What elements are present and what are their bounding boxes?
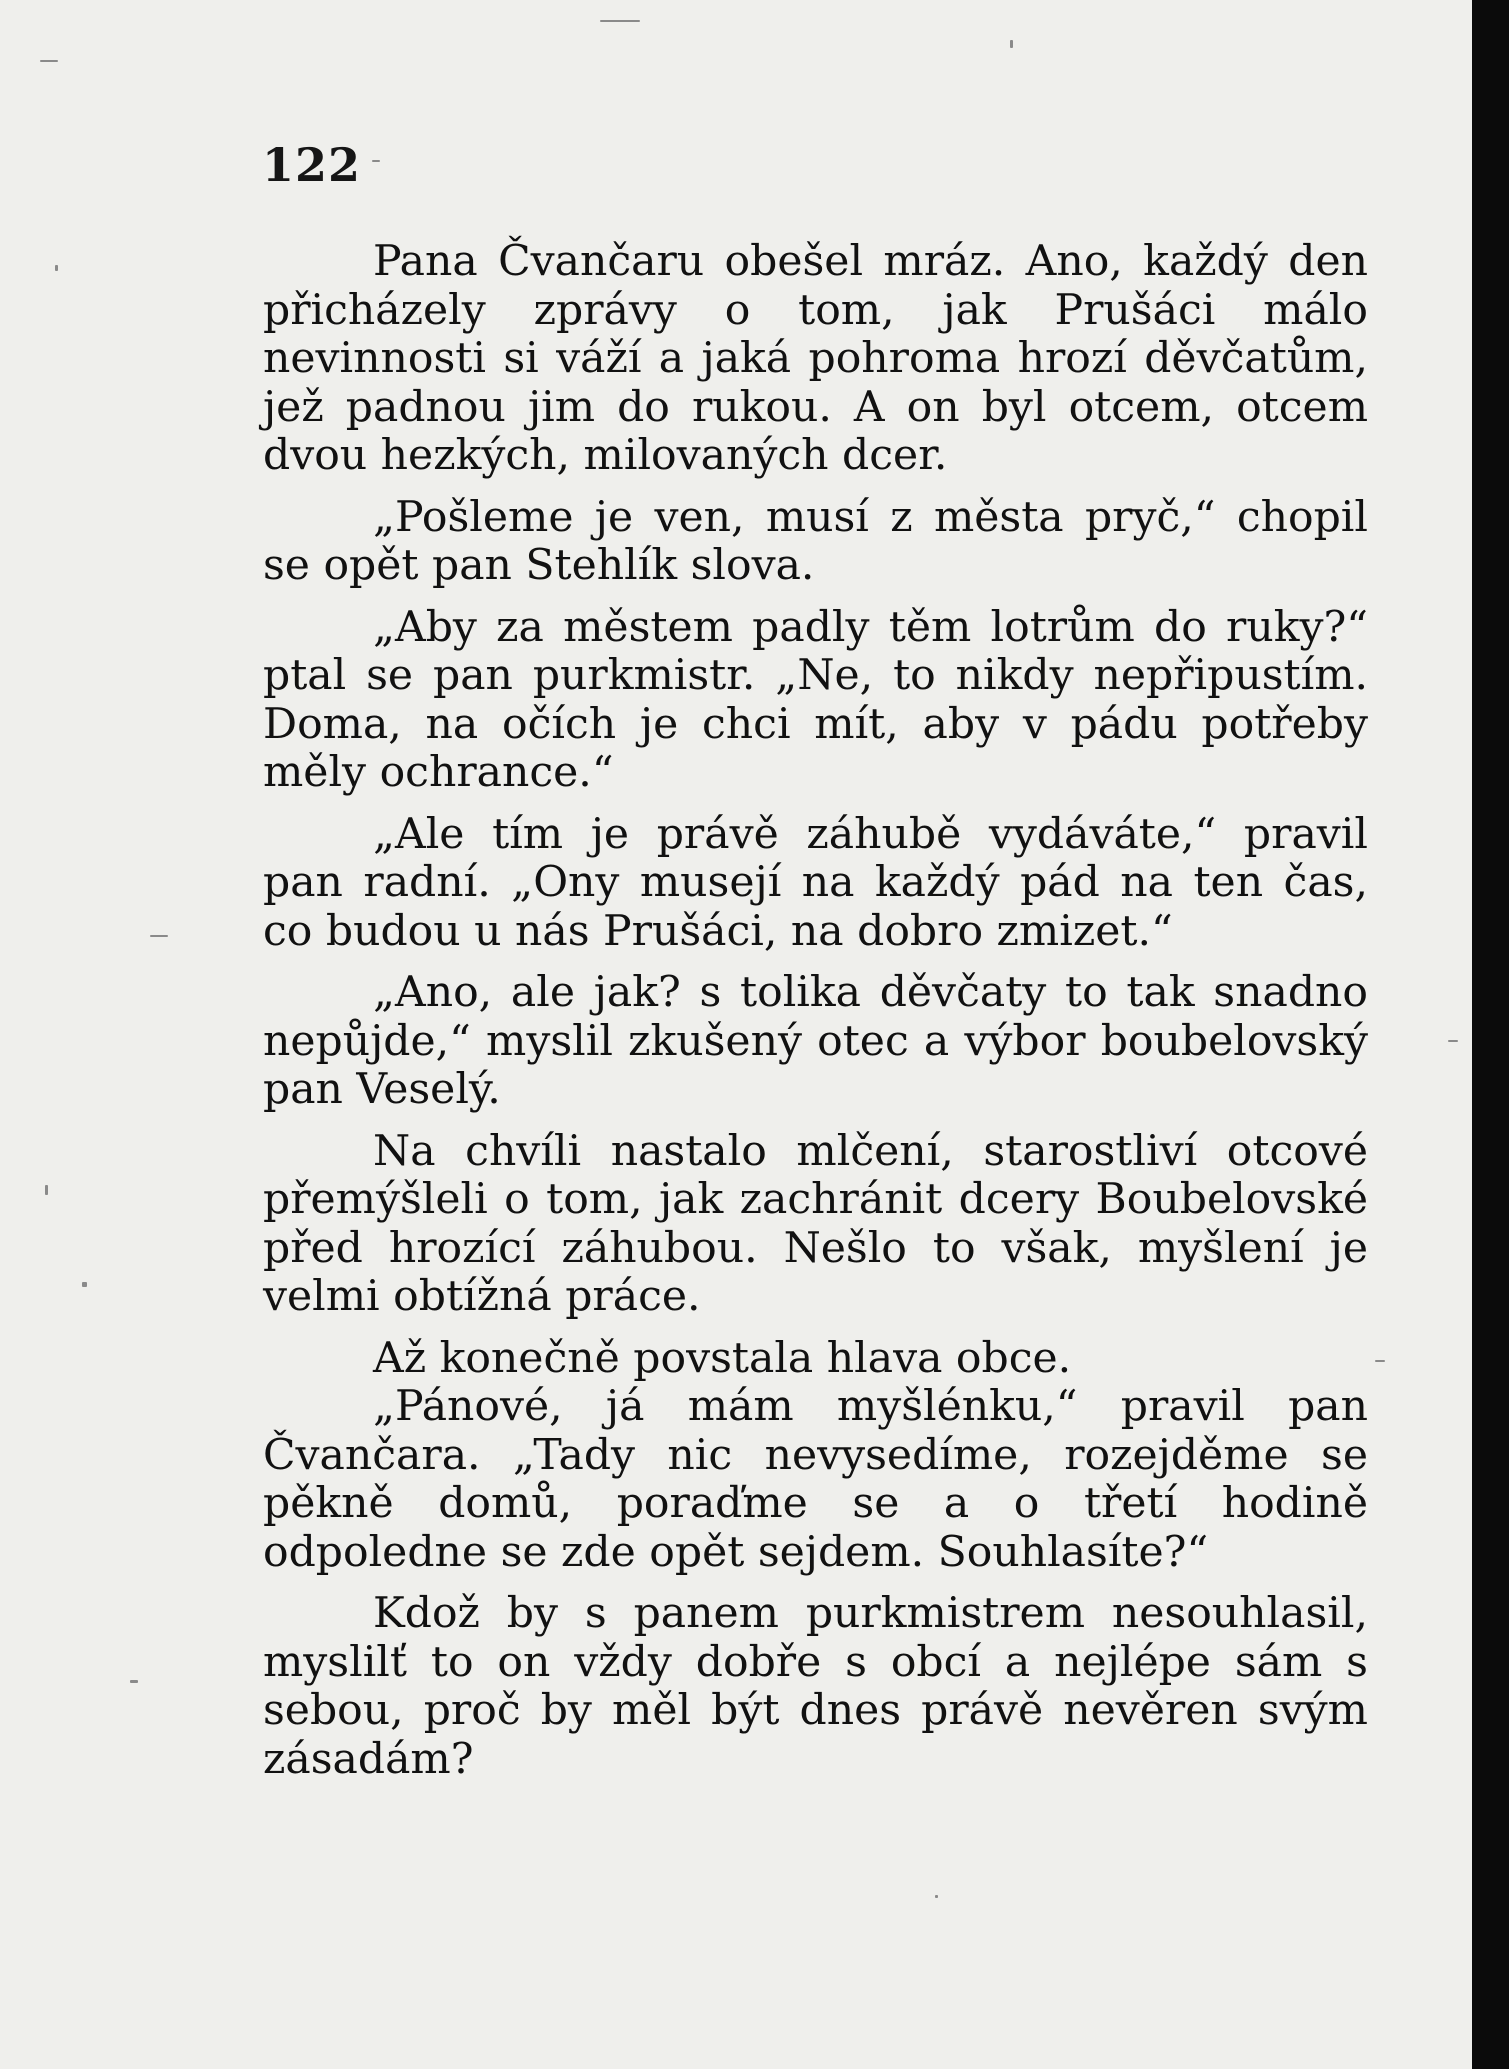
paper-speck (55, 265, 58, 271)
paragraph: „Pánové, já mám myšlénku,“ pravil pan Čvančara. „Tady nic nevysedíme, rozejděme se pěkně domů, poraďme se a o třetí hodině odpoledne se zde opět sejdem. Souhlasíte?“ (263, 1382, 1368, 1577)
paper-speck (130, 1680, 138, 1683)
paragraph: „Pošleme je ven, musí z města pryč,“ chopil se opět pan Stehlík slova. (263, 492, 1368, 590)
page-number: 122 (262, 138, 362, 192)
paper-speck (1375, 1360, 1385, 1362)
paragraph: „Ale tím je právě záhubě vydáváte,“ pravil pan radní. „Ony musejí na každý pád na ten čas, co budou u nás Prušáci, na dobro zmizet.“ (263, 809, 1368, 956)
paragraph: Kdož by s panem purkmistrem nesouhlasil, myslilť to on vždy dobře s obcí a nejlépe sám s sebou, proč by měl být dnes právě nevěren svým zásadám? (263, 1589, 1368, 1784)
paragraph: „Aby za městem padly těm lotrům do ruky?“ ptal se pan purkmistr. „Ne, to nikdy nepřipustím. Doma, na očích je chci mít, aby v pádu potřeby měly ochrance.“ (263, 602, 1368, 797)
paper-speck (1448, 1040, 1458, 1042)
paper-speck (600, 20, 640, 22)
paragraph: Až konečně povstala hlava obce. (373, 1333, 1072, 1383)
paper-speck (372, 160, 380, 162)
scan-border (1472, 0, 1509, 2069)
paper-speck (40, 60, 58, 62)
paper-speck (150, 935, 168, 937)
paper-speck (935, 1895, 938, 1898)
body-text (263, 238, 1368, 1784)
paper-speck (82, 1282, 87, 1287)
paragraph: Na chvíli nastalo mlčení, starostliví otcové přemýšleli o tom, jak zachránit dcery Boubelovské před hrozící záhubou. Nešlo to však, myšlení je velmi obtížná práce. (263, 1126, 1368, 1321)
paper-speck (45, 1185, 48, 1195)
paper-speck (1010, 40, 1013, 48)
paragraph: Pana Čvančaru obešel mráz. Ano, každý den přicházely zprávy o tom, jak Prušáci málo nevinnosti si váží a jaká pohroma hrozí děvčatům, jež padnou jim do rukou. A on byl otcem, otcem dvou hezkých, milovaných dcer. (263, 237, 1368, 480)
paragraph: „Ano, ale jak? s tolika děvčaty to tak snadno nepůjde,“ myslil zkušený otec a výbor boubelovský pan Veselý. (263, 968, 1368, 1114)
